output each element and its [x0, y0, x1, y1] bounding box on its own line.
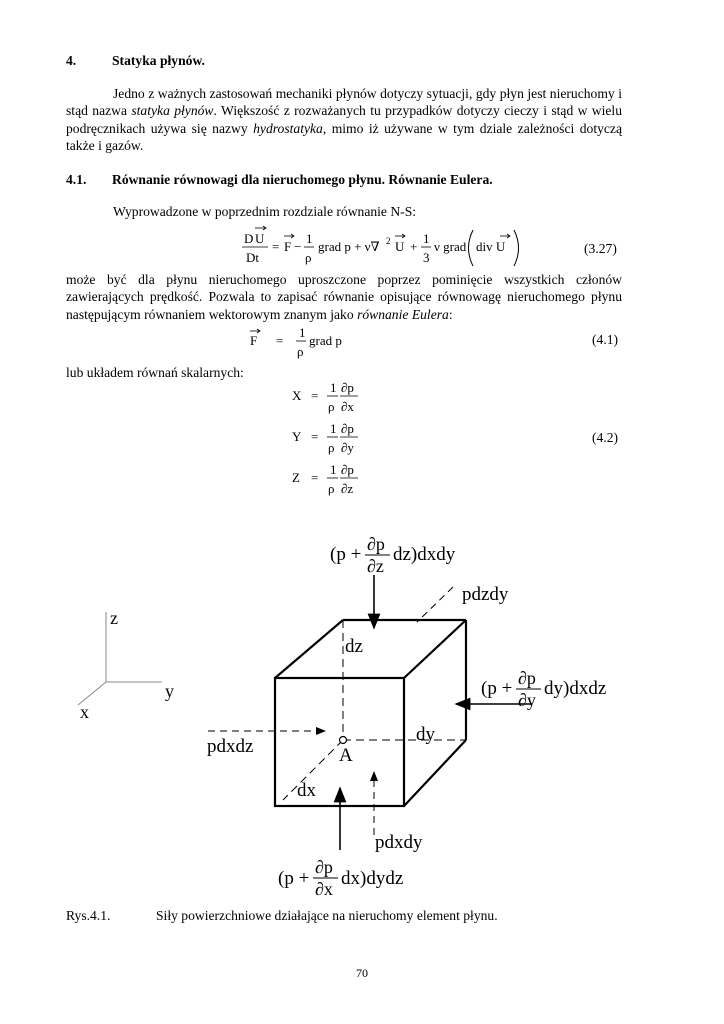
section-title: Statyka płynów. [112, 53, 205, 68]
subsection-title: Równanie równowagi dla nieruchomego płynu. Równanie Eulera. [112, 172, 493, 187]
top-dp: ∂p [367, 534, 385, 554]
svg-text:ρ: ρ [297, 344, 304, 359]
svg-text:U: U [395, 239, 405, 254]
svg-text:=: = [311, 429, 319, 444]
svg-text:+: + [410, 239, 418, 254]
svg-text:−: − [294, 239, 302, 254]
bottom-force-prefix: (p + [278, 868, 310, 889]
svg-text:1: 1 [299, 325, 306, 340]
svg-text:F: F [250, 333, 258, 348]
axis-z-label: z [110, 608, 118, 628]
svg-text:3: 3 [423, 250, 430, 265]
svg-text:∂p: ∂p [341, 380, 354, 395]
axis-y-label: y [165, 681, 174, 701]
svg-text:grad p: grad p [309, 333, 342, 348]
top-dz-den: ∂z [367, 556, 384, 576]
top-force-prefix: (p + [330, 544, 362, 565]
figure-fluid-element [0, 520, 724, 900]
svg-text:1: 1 [306, 231, 313, 246]
caption-text: Siły powierzchniowe działające na nieruchomy element płynu. [156, 908, 498, 923]
euler-paragraph: może być dla płynu nieruchomego uproszczone poprzez pominięcie wszystkich członów zawierających prędkość. Pozwala to zapisać równanie opisujące równowagę nieruchomego płynu następującym równaniem wektorowym znanym jako równanie Eulera: [66, 272, 622, 322]
equation-4-2 [288, 378, 378, 502]
pdzdy-label: pdzdy [462, 584, 509, 605]
svg-text:∂p: ∂p [341, 462, 354, 477]
page-number: 70 [356, 966, 368, 980]
dx-label: dx [297, 780, 316, 801]
svg-text:grad p + ν∇: grad p + ν∇ [318, 239, 380, 254]
caption-label: Rys.4.1. [66, 908, 111, 923]
section-number: 4. [66, 53, 77, 68]
svg-text:D: D [244, 231, 254, 246]
svg-text:X: X [292, 388, 302, 403]
pdzdy-leader [417, 587, 453, 622]
dy-label: dy [416, 724, 435, 745]
svg-text:ρ: ρ [328, 399, 335, 414]
svg-text:=: = [276, 333, 284, 348]
equation-number-3-27: (3.27) [584, 241, 617, 256]
right-dy-den: ∂y [518, 690, 536, 710]
axis-x-label: x [80, 702, 89, 722]
svg-text:1: 1 [423, 231, 430, 246]
svg-text:∂x: ∂x [341, 399, 354, 414]
svg-text:ρ: ρ [328, 440, 335, 455]
svg-text:2: 2 [386, 236, 391, 246]
bottom-dx-den: ∂x [315, 879, 333, 899]
svg-text:=: = [272, 239, 280, 254]
svg-text:ρ: ρ [328, 481, 335, 496]
right-force-prefix: (p + [481, 678, 513, 699]
svg-text:Dt: Dt [246, 250, 259, 265]
dz-label: dz [345, 636, 363, 657]
svg-text:1: 1 [330, 380, 337, 395]
svg-text:∂p: ∂p [341, 421, 354, 436]
svg-text:∂y: ∂y [341, 440, 354, 455]
svg-text:U: U [255, 231, 265, 246]
point-a [340, 737, 347, 744]
pdxdz-label: pdxdz [207, 736, 254, 757]
svg-text:=: = [311, 388, 319, 403]
equation-3-27 [238, 222, 528, 268]
subsection-number: 4.1. [66, 172, 87, 187]
svg-text:div U: div U [476, 239, 506, 254]
point-a-label: A [339, 745, 353, 766]
pdxdy-label: pdxdy [375, 832, 423, 853]
equation-4-1 [244, 323, 364, 363]
right-force-label: dy)dxdz [544, 678, 607, 699]
svg-text:1: 1 [330, 462, 337, 477]
svg-text:ν grad: ν grad [434, 239, 467, 254]
top-force-label: dz)dxdy [393, 544, 456, 565]
svg-text:F: F [284, 239, 292, 254]
svg-text:ρ: ρ [305, 250, 312, 265]
right-dp: ∂p [518, 668, 536, 688]
svg-text:1: 1 [330, 421, 337, 436]
scalar-intro: lub układem równań skalarnych: [66, 365, 244, 380]
cube [275, 620, 466, 806]
svg-text:Y: Y [292, 429, 302, 444]
svg-text:∂z: ∂z [341, 481, 354, 496]
equation-number-4-2: (4.2) [592, 430, 619, 445]
svg-text:=: = [311, 470, 319, 485]
coordinate-axes [78, 612, 162, 705]
intro-paragraph: Jedno z ważnych zastosowań mechaniki płynów dotyczy sytuacji, gdy płyn jest nieruchomy i stąd nazwa statyka płynów. Większość z rozważanych tu przypadków dotyczy cieczy i stąd w wielu podręcznikach używa się nazwy hydrostatyka, mimo iż używane w tym dziale zależności dotyczą także i gazów. [66, 86, 622, 154]
svg-text:Z: Z [292, 470, 300, 485]
bottom-dp: ∂p [315, 857, 333, 877]
bottom-force-label: dx)dydz [341, 868, 404, 889]
equation-number-4-1: (4.1) [592, 332, 619, 347]
ns-intro: Wyprowadzone w poprzednim rozdziale równanie N-S: [113, 204, 417, 219]
